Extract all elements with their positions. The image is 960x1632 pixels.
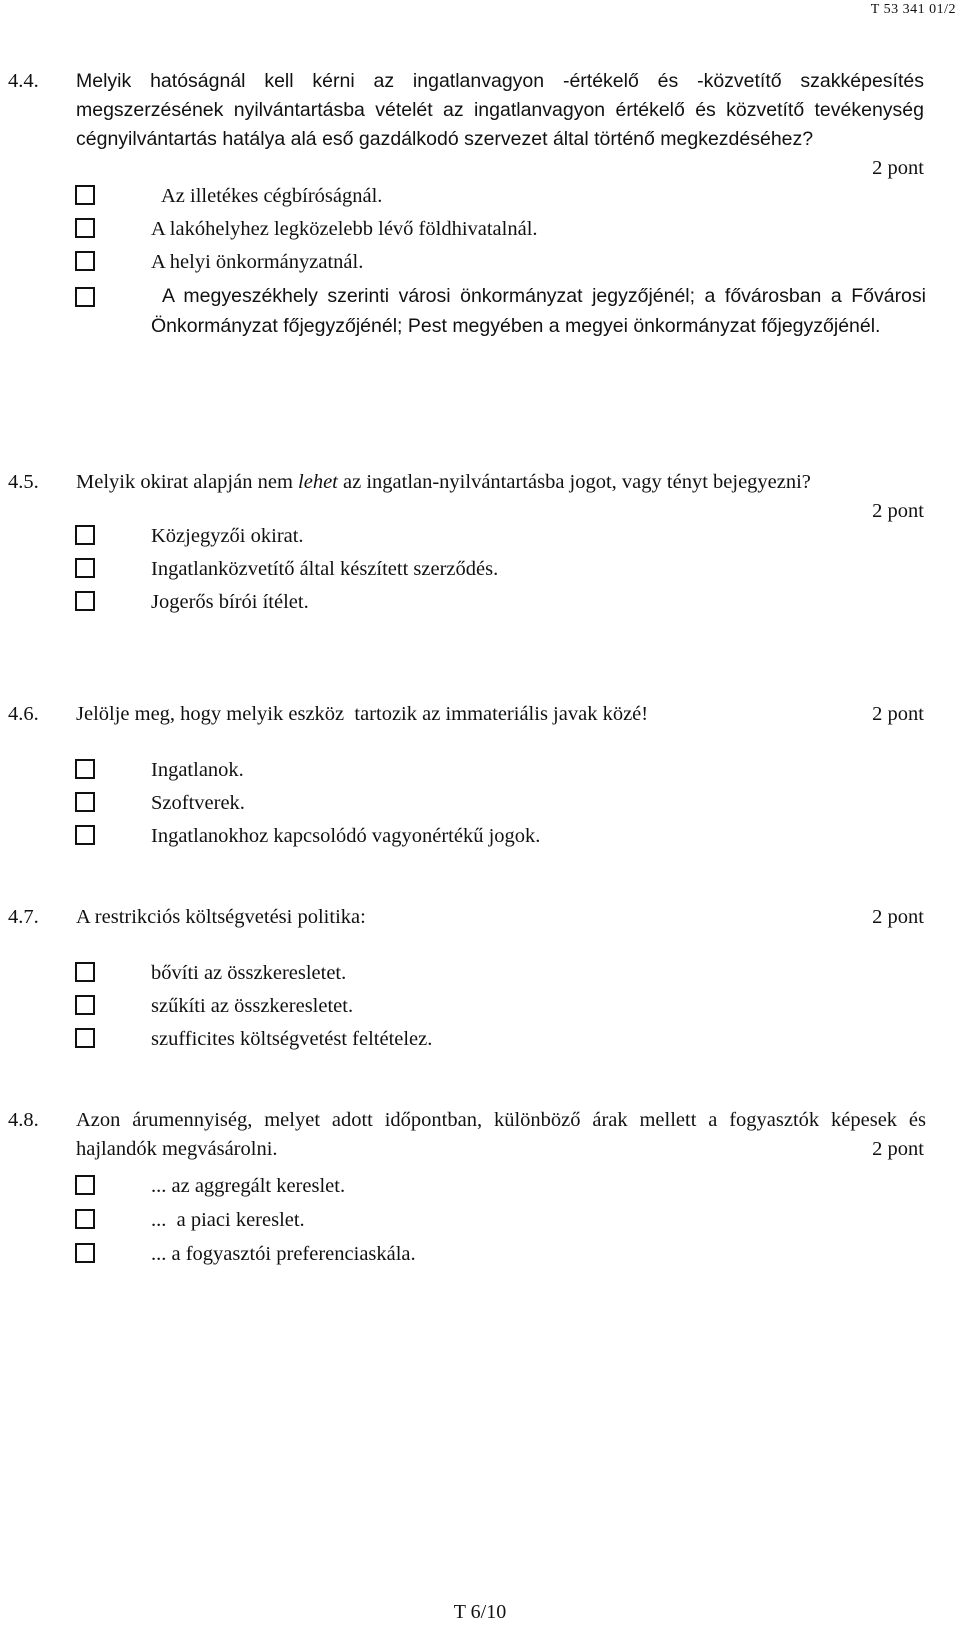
answer-option (8, 1170, 926, 1203)
answer-label: Jogerős bírói ítélet. (151, 591, 309, 613)
question-number: 4.6. (8, 703, 39, 725)
question-text (76, 1106, 926, 1164)
question-number: 4.5. (8, 471, 39, 493)
answer-checkbox[interactable] (75, 287, 95, 307)
answer-option (8, 754, 926, 787)
answer-option (8, 957, 926, 990)
answer-checkbox[interactable] (75, 962, 95, 982)
answer-option (8, 1204, 926, 1237)
page-number: T 6/10 (453, 1601, 507, 1623)
answer-options (8, 957, 926, 1056)
question-prompt-end: az ingatlan-nyilvántartásba jogot, vagy tényt bejegyezni? (337, 471, 811, 493)
answer-options (8, 1170, 926, 1271)
question-emphasis: lehet (298, 471, 338, 493)
answer-label: Ingatlanközvetítő által készített szerződés. (151, 558, 499, 580)
answer-option (8, 246, 926, 279)
answer-label: Ingatlanokhoz kapcsolódó vagyonértékű jogok. (151, 825, 541, 847)
answer-label: ... a piaci kereslet. (151, 1209, 305, 1231)
answer-label: A helyi önkormányzatnál. (151, 251, 364, 273)
answer-options (8, 180, 926, 341)
answer-checkbox[interactable] (75, 995, 95, 1015)
answer-checkbox[interactable] (75, 558, 95, 578)
answer-label: ... a fogyasztói preferenciaskála. (151, 1243, 416, 1265)
question-points: 2 pont (872, 906, 924, 928)
answer-option (8, 1238, 926, 1271)
question-header (8, 468, 926, 522)
answer-label: bővíti az összkeresletet. (151, 962, 347, 984)
question-prompt: Azon árumennyiség, melyet adott időpontban, különböző árak mellett a fogyasztók képesek és hajlandók megvásárolni. (76, 1109, 926, 1160)
answer-checkbox[interactable] (75, 1175, 95, 1195)
answer-option (8, 586, 926, 619)
answer-option (8, 820, 926, 853)
answer-option (8, 787, 926, 820)
question-text (76, 903, 926, 932)
answer-checkbox[interactable] (75, 1028, 95, 1048)
answer-checkbox[interactable] (75, 792, 95, 812)
answer-option (8, 553, 926, 586)
question-4-8 (8, 1106, 926, 1271)
answer-checkbox[interactable] (75, 1209, 95, 1229)
question-prompt: Melyik hatóságnál kell kérni az ingatlanvagyon -értékelő és -közvetítő szakképesítés megszerzésének nyilvántartásba vételét az ingatlanvagyon értékelő és közvetítő tevékenység cégnyilvántartás hatálya alá eső gazdálkodó szervezet által történő megkezdéséhez? (76, 70, 924, 150)
question-prompt: Jelölje meg, hogy melyik eszköz tartozik az immateriális javak közé! (76, 703, 649, 725)
answer-checkbox[interactable] (75, 218, 95, 238)
answer-checkbox[interactable] (75, 591, 95, 611)
question-4-5 (8, 468, 926, 619)
answer-label: Az illetékes cégbíróságnál. (161, 185, 383, 207)
answer-checkbox[interactable] (75, 185, 95, 205)
answer-label: Közjegyzői okirat. (151, 525, 304, 547)
question-points: 2 pont (872, 1138, 924, 1160)
answer-checkbox[interactable] (75, 825, 95, 845)
question-header (8, 903, 926, 932)
answer-option (8, 213, 926, 246)
answer-label: szűkíti az összkeresletet. (151, 995, 354, 1017)
answer-option (8, 990, 926, 1023)
answer-option (8, 520, 926, 553)
answer-options (8, 520, 926, 619)
question-text (76, 468, 926, 497)
page-header-code: T 53 341 01/2 (870, 2, 956, 17)
question-header (8, 700, 926, 729)
question-points: 2 pont (872, 703, 924, 725)
answer-checkbox[interactable] (75, 1243, 95, 1263)
question-4-6 (8, 700, 926, 853)
question-4-4 (8, 67, 926, 341)
question-header (8, 1106, 926, 1164)
question-text (76, 67, 926, 154)
question-number: 4.8. (8, 1109, 39, 1131)
question-number: 4.4. (8, 70, 39, 92)
question-4-7 (8, 903, 926, 1056)
answer-checkbox[interactable] (75, 759, 95, 779)
answer-options (8, 754, 926, 853)
answer-checkbox[interactable] (75, 525, 95, 545)
answer-option (8, 180, 926, 213)
question-points: 2 pont (872, 157, 924, 179)
answer-label: Ingatlanok. (151, 759, 244, 781)
answer-option (8, 1023, 926, 1056)
question-points: 2 pont (872, 500, 924, 522)
question-text (76, 700, 926, 729)
question-prompt: A restrikciós költségvetési politika: (76, 906, 366, 928)
question-header (8, 67, 926, 179)
answer-label: A megyeszékhely szerinti városi önkormányzat jegyzőjénél; a fővárosban a Fővárosi Önkormányzat főjegyzőjénél; Pest megyében a megyei önkormányzat főjegyzőjénél. (151, 285, 926, 337)
answer-checkbox[interactable] (75, 251, 95, 271)
question-number: 4.7. (8, 906, 39, 928)
question-prompt-start: Melyik okirat alapján nem (76, 471, 299, 493)
answer-label: A lakóhelyhez legközelebb lévő földhivatalnál. (151, 218, 538, 240)
answer-label: Szoftverek. (151, 792, 245, 814)
answer-label: szufficites költségvetést feltételez. (151, 1028, 433, 1050)
answer-label: ... az aggregált kereslet. (151, 1175, 346, 1197)
answer-option (8, 281, 926, 341)
